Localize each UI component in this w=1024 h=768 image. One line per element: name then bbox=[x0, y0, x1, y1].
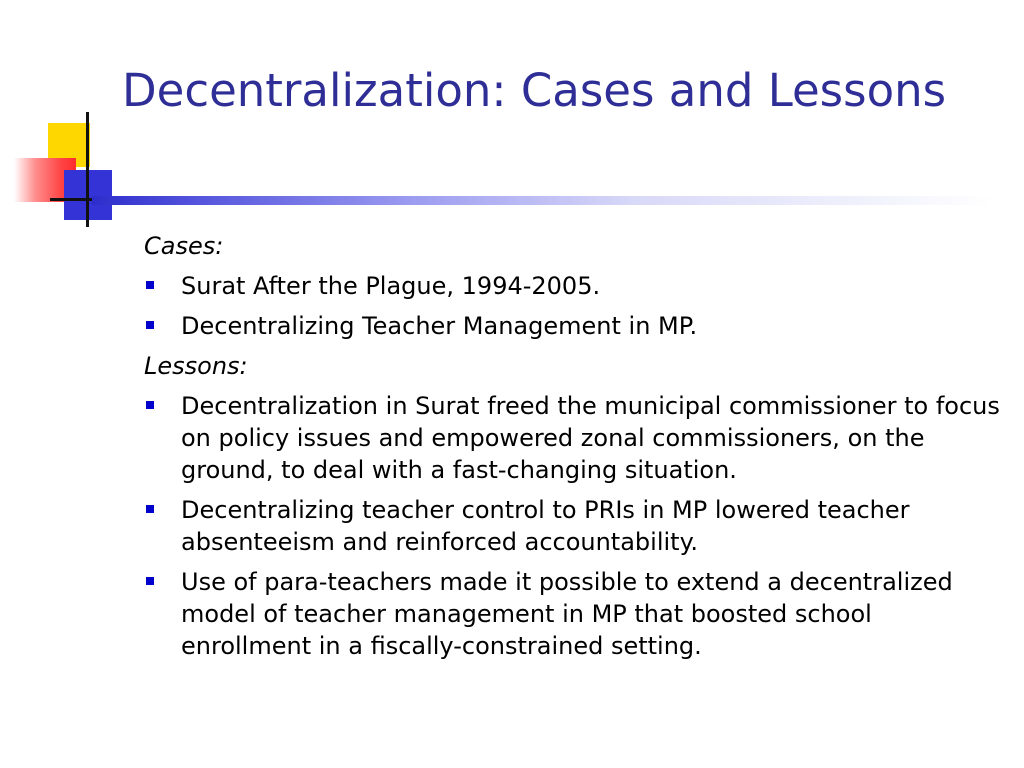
section-heading-lessons: Lessons: bbox=[144, 352, 248, 380]
list-item bbox=[144, 390, 1004, 486]
square-bullet-icon bbox=[146, 281, 154, 289]
list-item bbox=[144, 310, 1004, 342]
slide-title: Decentralization: Cases and Lessons bbox=[122, 64, 947, 117]
slide-content bbox=[144, 230, 1004, 670]
bullet-text: Decentralizing Teacher Management in MP. bbox=[181, 312, 698, 340]
square-bullet-icon bbox=[146, 505, 154, 513]
bullet-text: Decentralization in Surat freed the municipal commissioner to focus on policy issues and empowered zonal commissioners, on the ground, to deal with a fast-changing situation. bbox=[181, 392, 1000, 484]
list-item bbox=[144, 566, 1004, 662]
vertical-line bbox=[86, 112, 89, 227]
lessons-list bbox=[144, 390, 1004, 662]
bullet-text: Use of para-teachers made it possible to extend a decentralized model of teacher management in MP that boosted school enrollment in a fiscally-constrained setting. bbox=[181, 568, 953, 660]
square-bullet-icon bbox=[146, 401, 154, 409]
list-item bbox=[144, 270, 1004, 302]
cases-list bbox=[144, 270, 1004, 342]
list-item bbox=[144, 494, 1004, 558]
title-underline-gradient bbox=[92, 196, 992, 205]
square-bullet-icon bbox=[146, 577, 154, 585]
bullet-text: Decentralizing teacher control to PRIs in MP lowered teacher absenteeism and reinforced accountability. bbox=[181, 496, 910, 556]
section-heading-cases: Cases: bbox=[144, 232, 224, 260]
bullet-text: Surat After the Plague, 1994-2005. bbox=[181, 272, 601, 300]
square-bullet-icon bbox=[146, 321, 154, 329]
